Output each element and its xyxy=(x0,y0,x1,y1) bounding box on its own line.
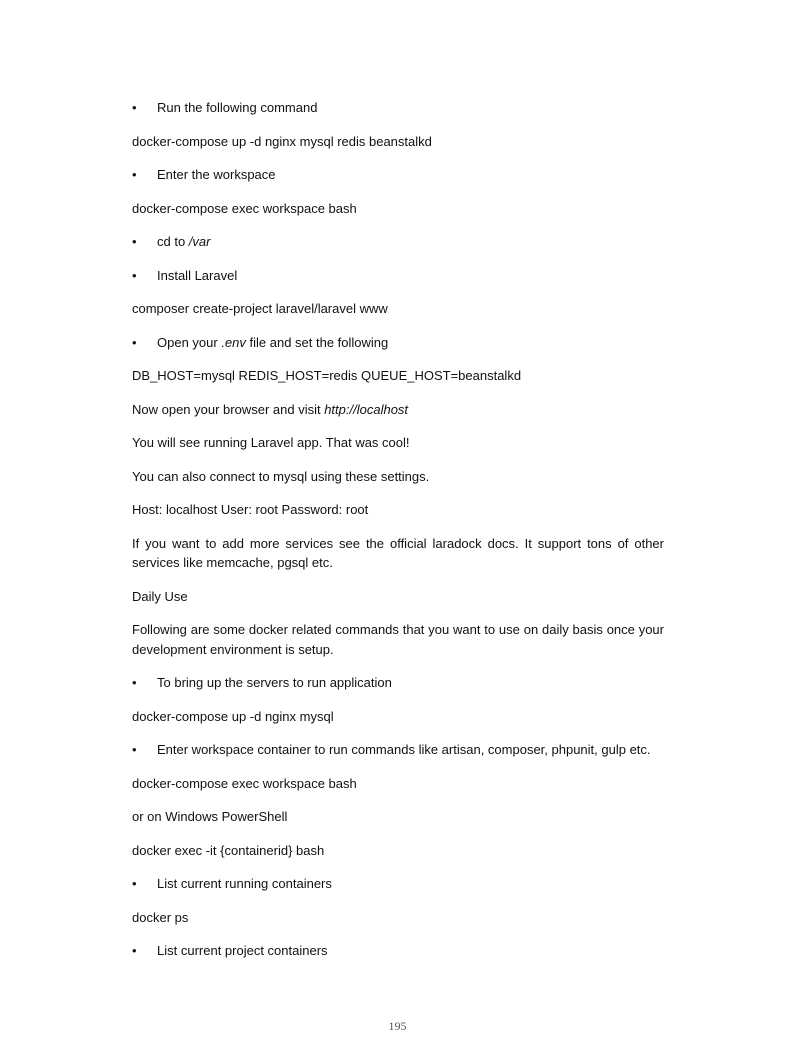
bullet-icon: • xyxy=(132,943,137,958)
bullet-item xyxy=(132,333,664,353)
bullet-icon: • xyxy=(132,267,137,283)
bullet-item xyxy=(132,232,664,252)
command-line: docker-compose exec workspace bash xyxy=(132,775,357,791)
bullet-text: Run the following command xyxy=(157,100,318,115)
command-line: docker-compose up -d nginx mysql redis beanstalkd xyxy=(132,133,432,149)
bullet-text: file and set the following xyxy=(245,334,389,350)
bullet-item xyxy=(132,165,664,185)
bullet-icon: • xyxy=(132,234,137,249)
bullet-item xyxy=(132,874,664,894)
page-number: 195 xyxy=(388,1019,407,1033)
bullet-text: List current running containers xyxy=(157,876,332,891)
bullet-item xyxy=(132,740,664,760)
command-line: docker-compose exec workspace bash xyxy=(132,200,357,216)
bullet-text: Enter workspace container to run commands like artisan, composer, phpunit, gulp etc. xyxy=(157,742,651,757)
paragraph-text: Now open your browser and visit xyxy=(132,401,325,417)
path-text: /var xyxy=(188,234,211,249)
bullet-item xyxy=(132,673,664,693)
paragraph: You can also connect to mysql using these settings. xyxy=(132,468,430,484)
bullet-text: List current project containers xyxy=(157,943,328,958)
bullet-item xyxy=(132,941,664,961)
bullet-icon: • xyxy=(132,100,137,115)
command-line: composer create-project laravel/laravel www xyxy=(132,301,388,316)
paragraph: Following are some docker related commands that you want to use on daily basis once your development environment is setup. xyxy=(132,622,664,657)
page-body xyxy=(132,98,664,961)
command-line: docker ps xyxy=(132,909,189,925)
bullet-text: Enter the workspace xyxy=(157,167,276,182)
bullet-item xyxy=(132,98,664,118)
bullet-item xyxy=(132,266,664,286)
bullet-text: To bring up the servers to run application xyxy=(157,675,392,690)
section-heading: Daily Use xyxy=(132,588,188,604)
filename-text: .env xyxy=(221,334,246,350)
paragraph: You will see running Laravel app. That was cool! xyxy=(132,435,410,450)
bullet-text: Install Laravel xyxy=(157,267,238,283)
bullet-icon: • xyxy=(132,742,137,757)
command-line: docker exec -it {containerid} bash xyxy=(132,842,325,858)
bullet-icon: • xyxy=(132,167,137,182)
bullet-icon: • xyxy=(132,876,137,891)
command-line: docker-compose up -d nginx mysql xyxy=(132,708,334,724)
paragraph: Host: localhost User: root Password: root xyxy=(132,502,369,517)
paragraph: or on Windows PowerShell xyxy=(132,809,288,824)
bullet-icon: • xyxy=(132,675,137,690)
paragraph xyxy=(132,400,664,420)
paragraph: If you want to add more services see the official laradock docs. It support tons of other services like memcache, pgsql etc. xyxy=(132,535,664,570)
bullet-text: Open your xyxy=(157,334,222,350)
bullet-text: cd to xyxy=(157,234,189,249)
url-text: http://localhost xyxy=(324,401,409,417)
bullet-icon: • xyxy=(132,334,137,350)
env-settings: DB_HOST=mysql REDIS_HOST=redis QUEUE_HOST=beanstalkd xyxy=(132,368,522,383)
